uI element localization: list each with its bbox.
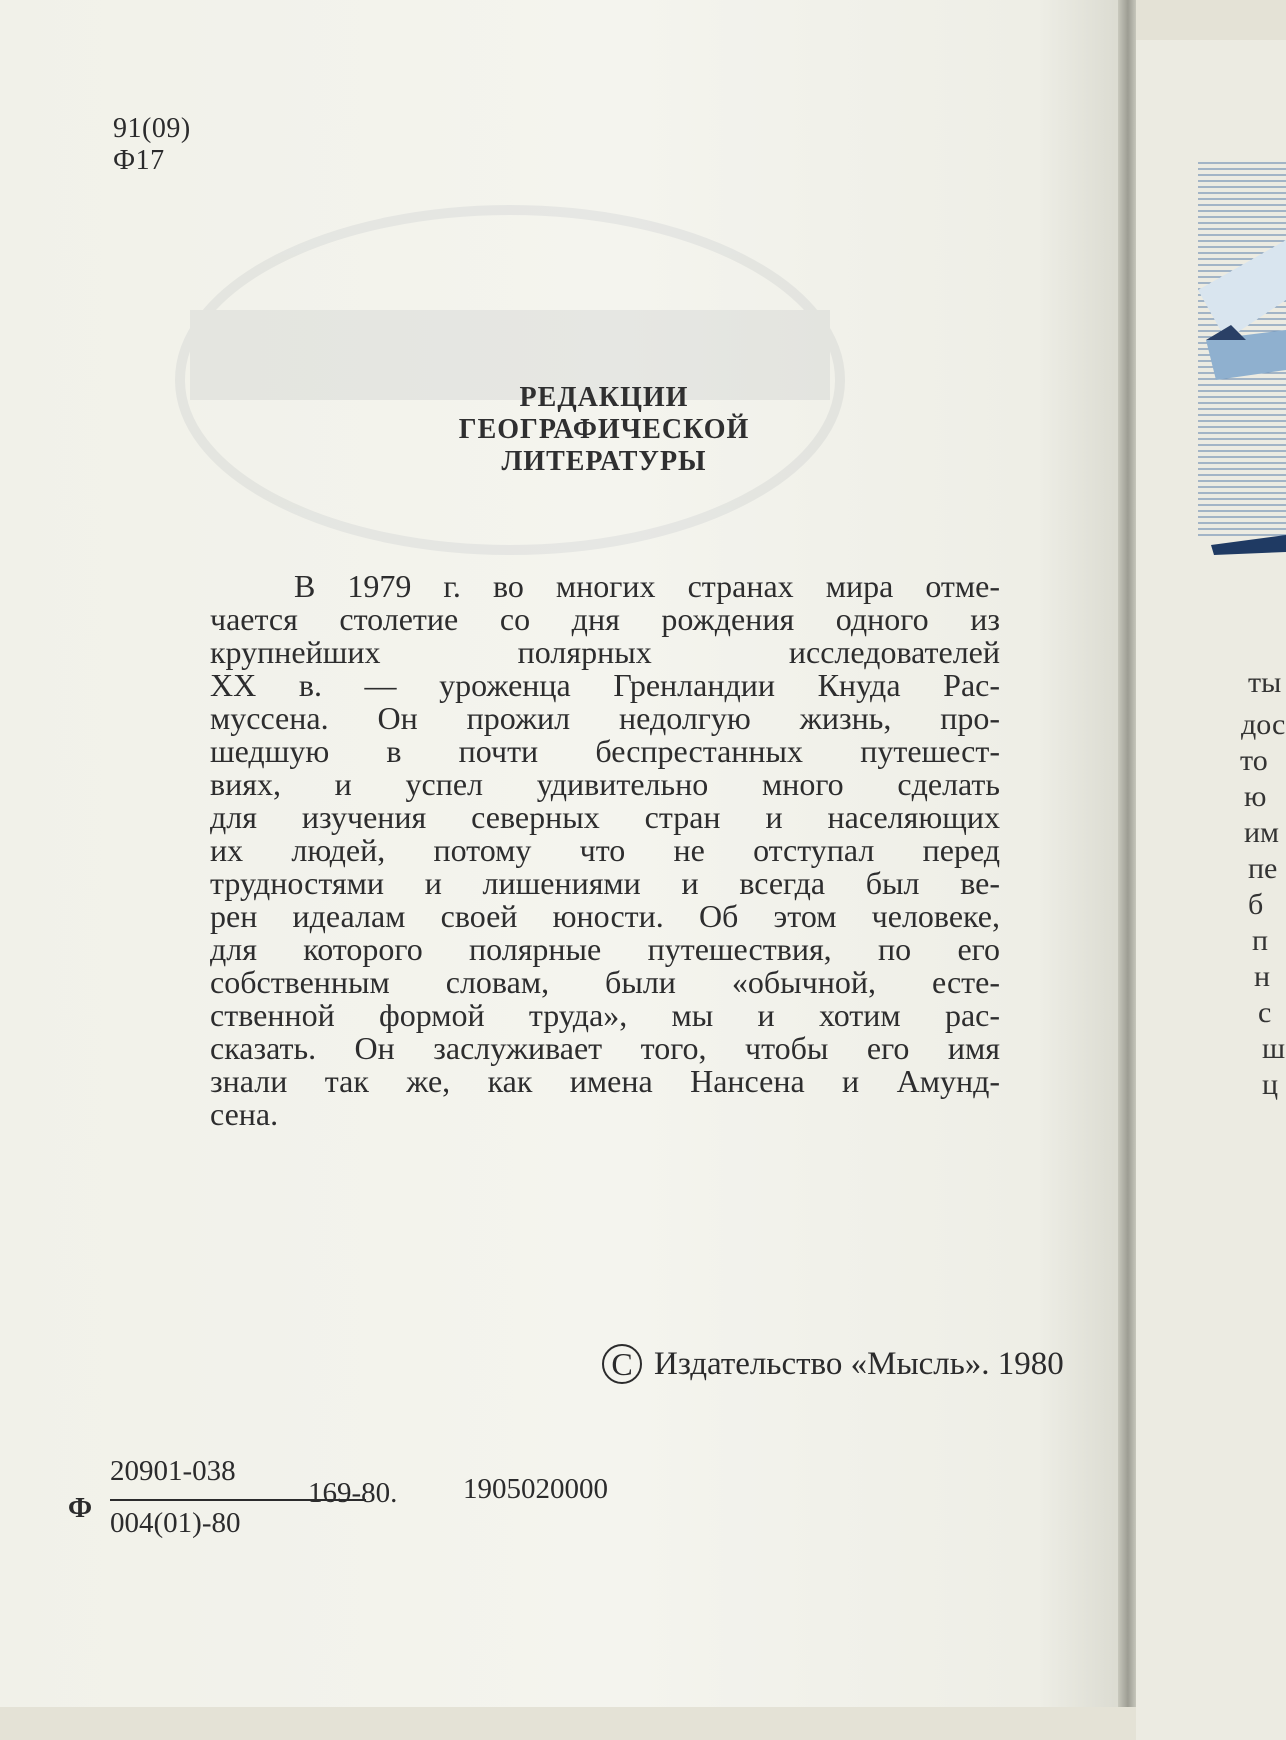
text-line: трудностями и лишениями и всегда был ве- (210, 865, 1000, 901)
text-line: сена. (210, 1096, 279, 1132)
text-line: XX в. — уроженца Гренландии Кнуда Рас- (210, 667, 1000, 703)
show-through-illustration (150, 190, 870, 570)
imprint-code (68, 1455, 708, 1555)
copyright-text: Издательство «Мысль». 1980 (654, 1346, 1064, 1382)
text-line: крупнейших полярных исследователей (210, 634, 1000, 670)
udc-index: 91(09) (113, 113, 191, 144)
heading-line-2: ГЕОГРАФИЧЕСКОЙ (458, 414, 750, 445)
facing-text-fragment: ц (1262, 1068, 1279, 1101)
facing-text-fragment: им (1244, 816, 1280, 849)
facing-text-fragment: н (1254, 960, 1271, 993)
copyright-icon: C (602, 1344, 642, 1384)
text-line: виях, и успел удивительно много сделать (210, 766, 1000, 802)
imprint-letter: Ф (68, 1493, 93, 1524)
heading-line-3: ЛИТЕРАТУРЫ (501, 446, 707, 477)
facing-text-fragment: б (1248, 888, 1264, 921)
publisher-heading (300, 382, 908, 478)
annotation-paragraph (210, 570, 1000, 1131)
author-mark: Ф17 (113, 145, 165, 176)
facing-text-fragment: ш (1262, 1032, 1286, 1065)
text-line: ственной формой труда», мы и хотим рас- (210, 997, 1000, 1033)
text-line: чается столетие со дня рождения одного из (210, 601, 1000, 637)
text-line: В 1979 г. во многих странах мира отме- (294, 568, 1000, 604)
text-line: для изучения северных стран и населяющих (210, 799, 1000, 835)
book-page-right (1136, 40, 1286, 1740)
text-line: муссена. Он прожил недолгую жизнь, про- (210, 700, 1000, 736)
heading-line-1: РЕДАКЦИИ (519, 382, 689, 413)
copyright-notice (602, 1344, 1064, 1384)
imprint-numerator: 20901-038 (110, 1455, 236, 1487)
text-line: рен идеалам своей юности. Об этом человеке, (210, 898, 1000, 934)
facing-text-fragment: дос (1241, 708, 1286, 741)
text-line: знали так же, как имена Нансена и Амунд- (210, 1063, 1000, 1099)
facing-text-fragment: то (1240, 744, 1268, 777)
text-line: сказать. Он заслуживает того, чтобы его имя (210, 1030, 1000, 1066)
imprint-plan-code: 169-80. (308, 1477, 398, 1509)
facing-text-fragment: ю (1244, 780, 1267, 813)
book-gutter (1118, 0, 1136, 1707)
text-line: шедшую в почти беспрестанных путешест- (210, 733, 1000, 769)
facing-text-fragment: п (1252, 924, 1269, 957)
text-line: их людей, потому что не отступал перед (210, 832, 1000, 868)
imprint-series-number: 1905020000 (463, 1473, 608, 1505)
classification-code (113, 113, 191, 177)
text-line: для которого полярные путешествия, по его (210, 931, 1000, 967)
facing-illustration (1136, 40, 1286, 600)
facing-text-fragment: ты (1248, 666, 1282, 699)
facing-text-fragment: пе (1248, 852, 1278, 885)
imprint-denominator: 004(01)-80 (110, 1507, 241, 1539)
facing-text-fragment: с (1258, 996, 1272, 1029)
text-line: собственным словам, были «обычной, есте- (210, 964, 1000, 1000)
